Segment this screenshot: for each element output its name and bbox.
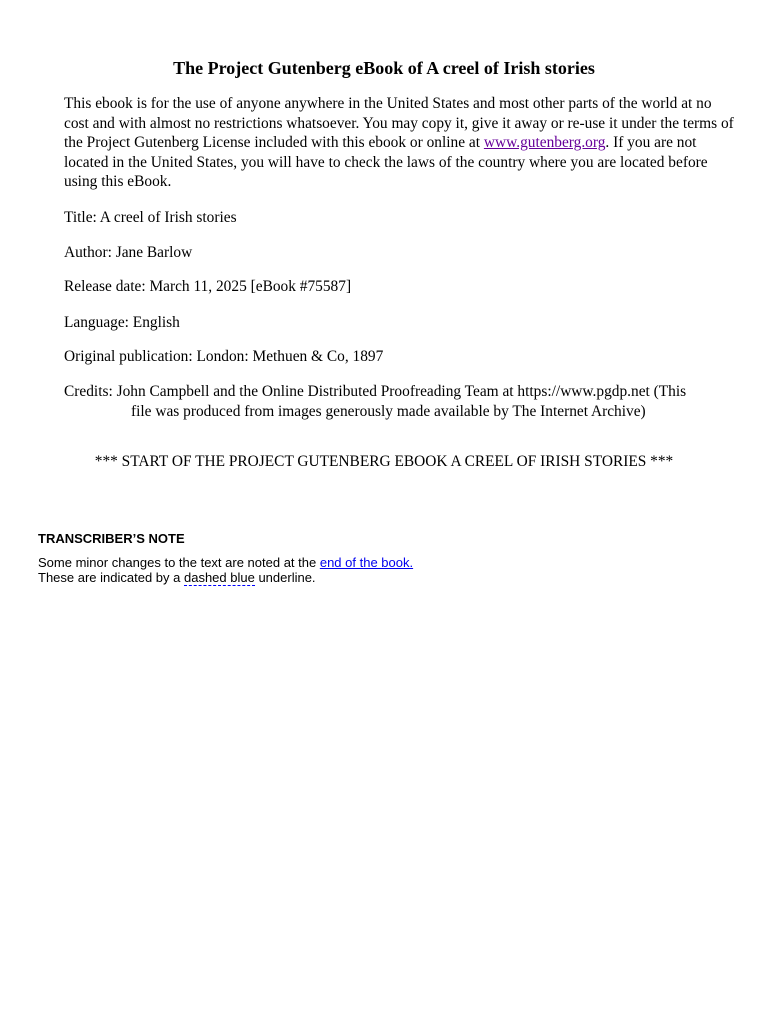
transcriber-note-text-after: underline. [254, 570, 316, 585]
title-field: Title: A creel of Irish stories [64, 209, 237, 226]
gutenberg-link[interactable]: www.gutenberg.org [483, 134, 606, 152]
intro-text-part1: This ebook is for the use of anyone anywhere in the United States and most other parts of the world at no cost and with almost no restrictions whatsoever. You may copy it, give it away or re-use it under the terms of the Project Gutenberg License included with this ebook or online at [64, 95, 734, 152]
transcriber-note-text-before: These are indicated by a [38, 570, 184, 585]
credits-line-2: file was produced from images generously made available by The Internet Archive) [131, 402, 646, 420]
license-intro-paragraph [64, 94, 739, 192]
release-date-field: Release date: March 11, 2025 [eBook #75587] [64, 278, 352, 295]
author-field: Author: Jane Barlow [64, 244, 193, 261]
transcriber-note-line-1 [38, 555, 413, 571]
credits-line-1: Credits: John Campbell and the Online Distributed Proofreading Team at https://www.pgdp.net (This [64, 383, 687, 400]
end-of-book-link[interactable]: end of the book. [319, 555, 414, 570]
transcriber-note-heading: TRANSCRIBER’S NOTE [38, 531, 185, 546]
start-marker: *** START OF THE PROJECT GUTENBERG EBOOK A CREEL OF IRISH STORIES *** [94, 453, 674, 470]
dashed-underline-sample: dashed blue [183, 570, 255, 585]
original-publication-field: Original publication: London: Methuen & Co, 1897 [64, 348, 384, 365]
transcriber-note-text: Some minor changes to the text are noted at the [38, 555, 320, 570]
intro-text-part2: . If you are not located in the United States, you will have to check the laws of the country where you are located before using this eBook. [64, 134, 708, 191]
language-field: Language: English [64, 314, 180, 331]
transcriber-note-line-2 [38, 570, 316, 586]
ebook-title: The Project Gutenberg eBook of A creel of Irish stories [173, 58, 595, 78]
credits-field [64, 382, 744, 421]
